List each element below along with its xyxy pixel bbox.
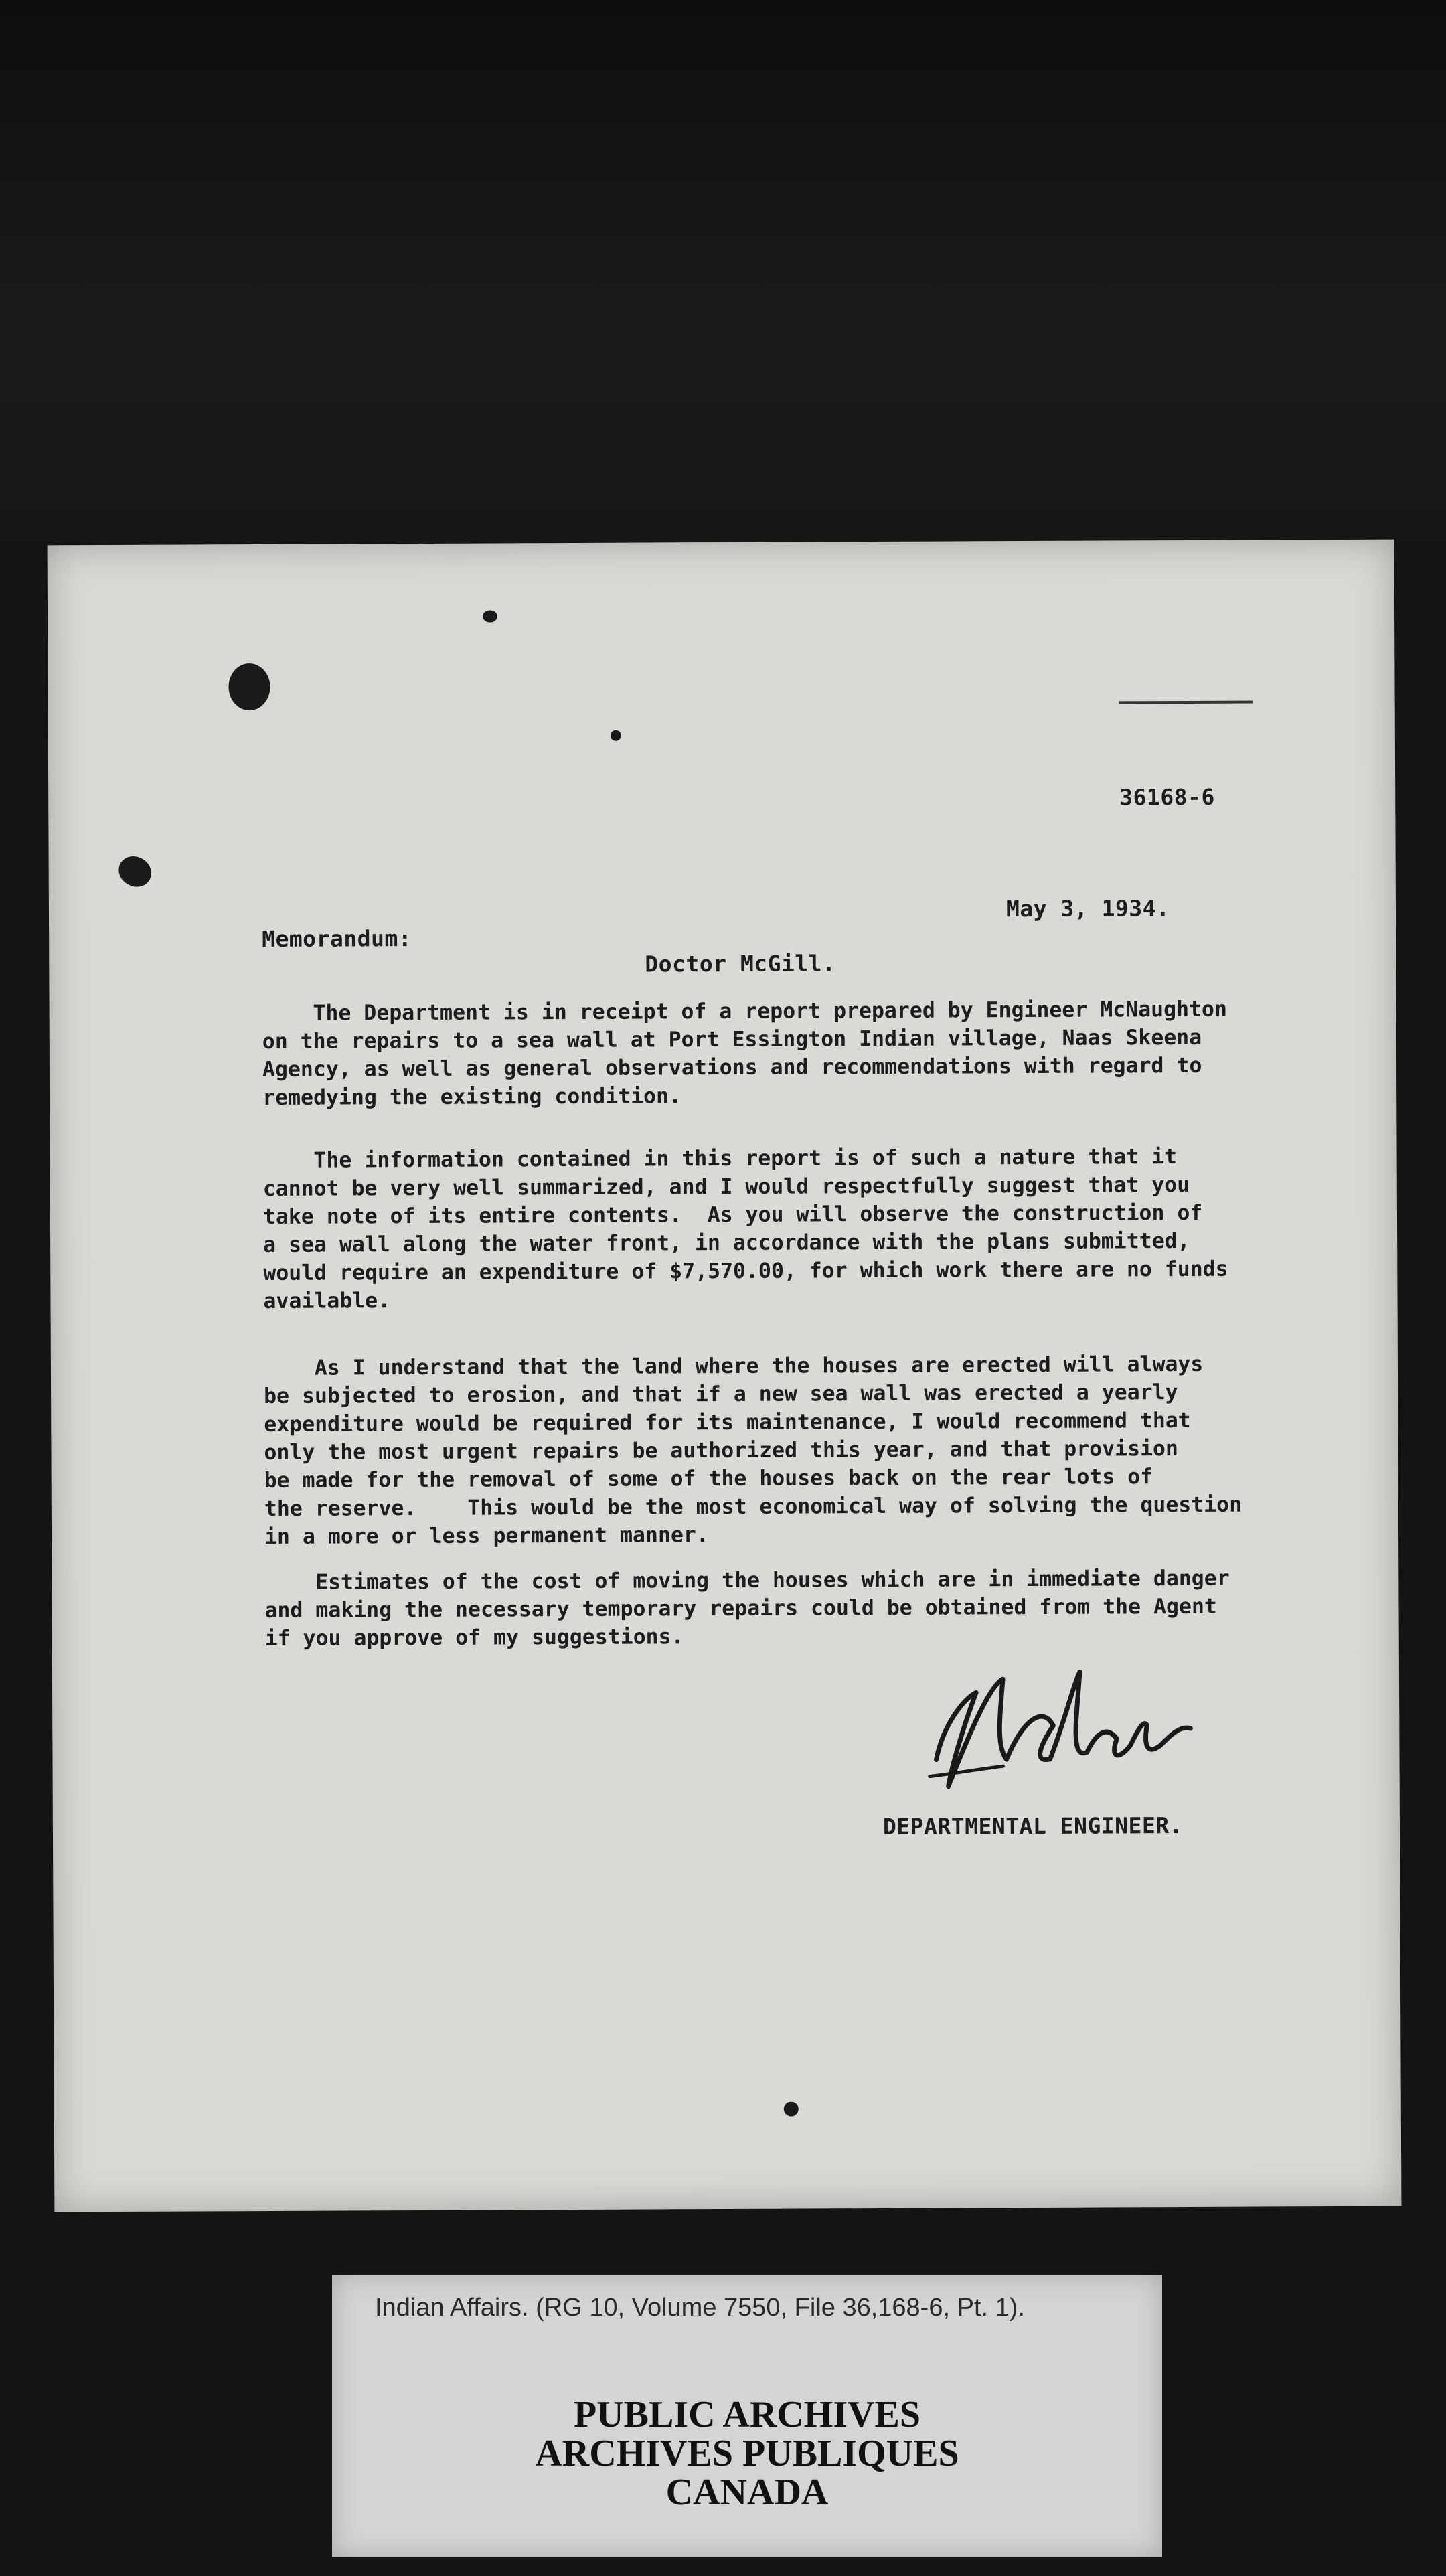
memorandum-page (48, 540, 1402, 2212)
paragraph-1: The Department is in receipt of a report prepared by Engineer McNaughton on the repairs to a sea wall at Port Essington Indian village, Naas Skeena Agency, as well as general observations and recommendations with regard to remedying the existing condition. (262, 997, 1228, 1111)
signature-title: DEPARTMENTAL ENGINEER. (882, 1812, 1184, 1840)
ink-blot (113, 850, 157, 892)
memo-date: May 3, 1934. (1006, 895, 1170, 922)
archive-title-card (332, 2275, 1162, 2557)
file-number: 36168-6 (1119, 783, 1215, 811)
archive-reference: Indian Affairs. (RG 10, Volume 7550, File 36,168-6, Pt. 1). (375, 2293, 1025, 2322)
memo-addressee: Doctor McGill. (645, 950, 836, 977)
ink-speck (611, 730, 621, 741)
archive-stamp-line-2: ARCHIVES PUBLIQUES (535, 2433, 959, 2474)
archive-stamp-line-3: CANADA (665, 2472, 829, 2513)
microfilm-border (0, 0, 1446, 542)
memo-label: Memorandum: (262, 925, 412, 953)
paragraph-3: As I understand that the land where the houses are erected will always be subjected to erosion, and that if a new sea wall was erected a yearly expenditure would be required for its maintenance, I would recommend that only the most urgent repairs be authorized this year, and that provision be made for the removal of some of the houses back on the rear lots of the reserve. This would be the most economical way of solving the question in a more or less permanent manner. (263, 1352, 1242, 1549)
archive-stamp-line-1: PUBLIC ARCHIVES (573, 2394, 921, 2435)
ink-speck (784, 2102, 799, 2117)
handwritten-signature (916, 1645, 1224, 1814)
paragraph-2: The information contained in this report is of such a nature that it cannot be very well summarized, and I would respectfully suggest that you take note of its entire contents. As you will observe the construction of a sea wall along the water front, in accordance with the plans submitted, would require an expenditure of $7,570.00, for which work there are no funds available. (262, 1145, 1228, 1314)
ink-speck (483, 610, 497, 622)
ink-blot (228, 663, 270, 710)
pen-stroke (1119, 701, 1253, 704)
paragraph-4: Estimates of the cost of moving the houses which are in immediate danger and making the necessary temporary repairs could be obtained from the Agent if you approve of my suggestions. (264, 1566, 1230, 1651)
